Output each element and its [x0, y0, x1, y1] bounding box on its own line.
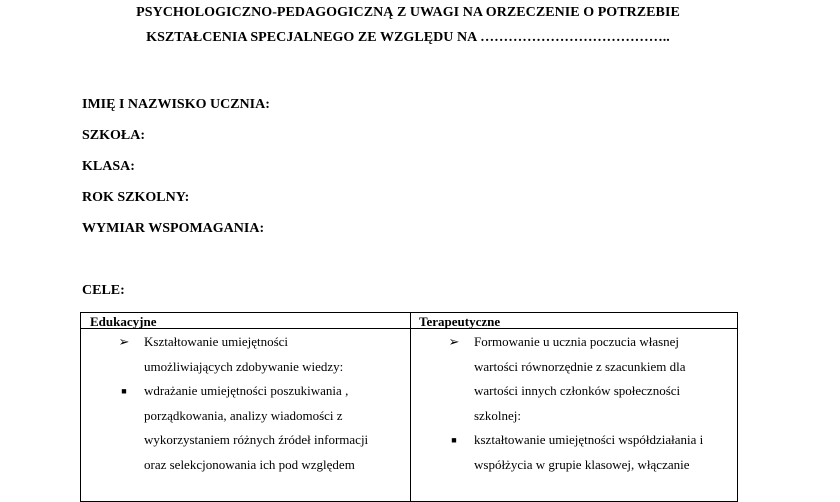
list-item-line: umożliwiających zdobywanie wiedzy: — [144, 358, 344, 374]
support-scope-label: WYMIAR WSPOMAGANIA: — [82, 221, 265, 236]
class-label: KLASA: — [82, 159, 135, 174]
list-item-line: wykorzystaniem różnych źródeł informacji — [144, 432, 369, 447]
arrow-bullet-icon: ➢ — [448, 334, 460, 349]
list-item-line: wdrażanie umiejętności poszukiwania , — [144, 383, 349, 398]
educational-goals-column — [81, 330, 410, 477]
list-item — [411, 428, 739, 477]
list-item — [81, 379, 410, 477]
list-item-line: wartości równorzędnie z szacunkiem dla — [474, 358, 686, 374]
list-item — [81, 330, 410, 379]
document-heading-line-2: KSZTAŁCENIA SPECJALNEGO ZE WZGLĘDU NA ………………………………….. — [146, 30, 670, 45]
list-item-line: współżycia w grupie klasowej, włączanie — [474, 456, 690, 472]
document-heading-line-1: PSYCHOLOGICZNO-PEDAGOGICZNĄ Z UWAGI NA ORZECZENIE O POTRZEBIE — [136, 5, 680, 20]
goals-table — [80, 312, 738, 502]
square-bullet-icon: ■ — [451, 435, 457, 445]
list-item-line: Formowanie u ucznia poczucia własnej — [474, 334, 680, 349]
student-name-label: IMIĘ I NAZWISKO UCZNIA: — [82, 97, 270, 112]
list-item-line: kształtowanie umiejętności współdziałania i — [474, 432, 704, 447]
arrow-bullet-icon: ➢ — [118, 334, 130, 349]
goals-label: CELE: — [82, 283, 125, 298]
list-item-line: Kształtowanie umiejętności — [144, 334, 289, 349]
header-rule — [81, 328, 737, 329]
educational-goals-header: Edukacyjne — [90, 314, 157, 329]
school-label: SZKOŁA: — [82, 128, 146, 143]
list-item-line: porządkowania, analizy wiadomości z — [144, 407, 343, 423]
list-item-line: szkolnej: — [474, 407, 521, 423]
therapeutic-goals-header: Terapeutyczne — [419, 314, 501, 329]
list-item-line: wartości innych członków społeczności — [474, 383, 681, 398]
list-item — [411, 330, 739, 428]
list-item-line: oraz selekcjonowania ich pod względem — [144, 456, 355, 472]
school-year-label: ROK SZKOLNY: — [82, 190, 190, 205]
therapeutic-goals-column — [411, 330, 739, 477]
square-bullet-icon: ■ — [121, 386, 127, 396]
